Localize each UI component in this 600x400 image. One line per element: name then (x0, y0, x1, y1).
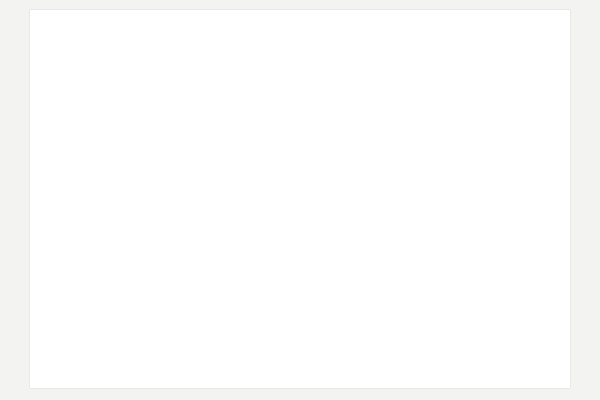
emission-data (406, 40, 568, 41)
perforation-left (30, 38, 38, 148)
stamp-info-card (30, 10, 570, 388)
perforation-top (50, 10, 570, 18)
